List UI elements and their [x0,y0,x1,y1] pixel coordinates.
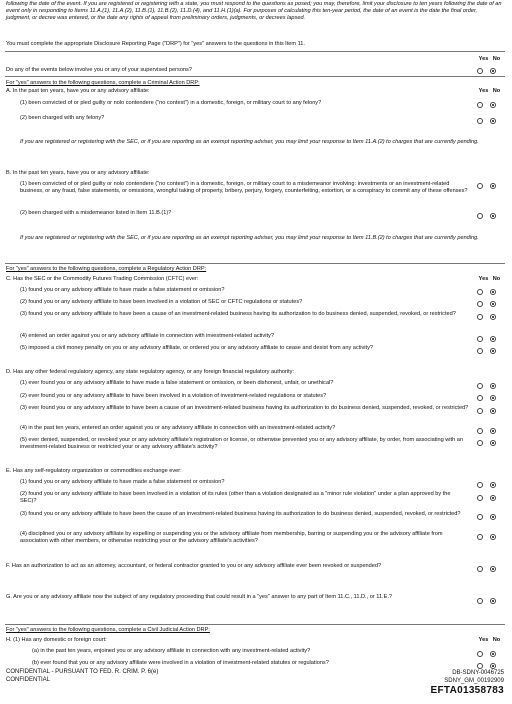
radio-c5[interactable] [475,347,499,354]
question-a-heading: A. In the past ten years, have you or any advisory affiliate: [6,88,150,94]
radio-h1b[interactable] [475,662,499,669]
main-question: Do any of the events below involve you or any of your supervised persons? [6,67,192,73]
yes-no-header: Yes No [478,637,501,643]
radio-d2[interactable] [475,394,499,401]
radio-c2[interactable] [475,300,499,307]
radio-h1a[interactable] [475,650,499,657]
intro-paragraph: following the date of the event. If you are registered or registering with a state, you must respond to the questions as posed; you may, therefore, limit your disclosure to ten years following the date of an event only in responding to Items 11.A.(1), 11.A.(2), 11.B.(1), 11.B.(2), 11.D.(4), and 11.H.(1)(a). For purposes of calculating this ten-year period, the date of an event is the date the final order, judgment, or decree was entered, or the date any rights of appeal from preliminary orders, judgments, or decrees lapsed. [6,1,502,21]
question-b-heading: B. In the past ten years, have you or any advisory affiliate: [6,170,150,176]
note-a: If you are registered or registering with the SEC, or if you are reporting as an exempt reporting adviser, you may limit your response to Item 11.A.(2) to charges that are currently pending. [20,139,479,145]
question-d4: (4) in the past ten years, entered an order against you or any advisory affiliate in connection with an investment-related activity? [20,425,336,431]
question-d-heading: D. Has any other federal regulatory agency, any state regulatory agency, or any foreign financial regulatory authority: [6,369,295,375]
question-d5: (5) ever denied, suspended, or revoked your or any advisory affiliate's registration or license, or otherwise prevented you or any advisory affiliate, by order, from associating with an investment-related business or restricted your or any advisory affiliate's activity? [20,437,463,450]
confidential-notice: CONFIDENTIAL - PURSUANT TO FED. R. CRIM. P. 6(e) [6,669,159,675]
question-c3: (3) found you or any advisory affiliate to have been a cause of an investment-related business having its authorization to do business denied, suspended, revoked, or restricted? [20,311,456,317]
criminal-drp-heading: For "yes" answers to the following questions, complete a Criminal Action DRP: [6,80,200,86]
radio-a1[interactable] [475,101,499,108]
radio-b2[interactable] [475,212,499,219]
question-h1a: (a) in the past ten years, enjoined you or any advisory affiliate in connection with any investment-related activity? [32,648,311,654]
yes-no-header: Yes No [478,56,501,62]
confidential-label: CONFIDENTIAL [6,677,51,683]
question-e3: (3) found you or any advisory affiliate to have been the cause of an investment-related business having its authorization to do business denied, suspended, revoked, or restricted? [20,511,461,517]
bates-sdny: SDNY_GM_00192909 [444,678,504,684]
question-d3: (3) ever found you or any advisory affiliate to have been a cause of an investment-related business having its authorization to do business denied, suspended, revoked, or restricted? [20,405,469,411]
bates-db: DB-SDNY-0046725 [452,670,504,676]
divider [5,263,505,264]
question-d1: (1) ever found you or any advisory affiliate to have made a false statement or omission, or been dishonest, unfair, or unethical? [20,380,334,386]
radio-main[interactable] [475,67,499,74]
radio-d1[interactable] [475,382,499,389]
radio-a2[interactable] [475,117,499,124]
question-h-heading: H. (1) Has any domestic or foreign court: [6,637,107,643]
question-c5: (5) imposed a civil money penalty on you or any advisory affiliate, or ordered you or any advisory affiliate to cease and desist from any activity? [20,345,373,351]
radio-e2[interactable] [475,494,499,501]
drp-instruction: You must complete the appropriate Disclosure Reporting Page ("DRP") for "yes" answers to the questions in this Item 11. [6,41,305,47]
civil-drp-heading: For "yes" answers to the following questions, complete a Civil Judicial Action DRP: [6,627,210,633]
radio-b1[interactable] [475,182,499,189]
question-g: G. Are you or any advisory affiliate now the subject of any regulatory proceeding that could result in a "yes" answer to any part of Item 11.C., 11.D., or 11.E.? [6,594,392,600]
question-d2: (2) ever found you or any advisory affiliate to have been involved in a violation of investment-related regulations or statutes? [20,393,327,399]
yes-no-header: Yes No [478,276,501,282]
note-b: If you are registered or registering with the SEC, or if you are reporting as an exempt reporting adviser, you may limit your response to Item 11.B.(2) to charges that are currently pending. [20,235,479,241]
question-f: F. Has an authorization to act as an attorney, accountant, or federal contractor granted to you or any advisory affiliate ever been revoked or suspended? [6,563,382,569]
question-c-heading: C. Has the SEC or the Commodity Futures Trading Commission (CFTC) ever: [6,276,199,282]
radio-f[interactable] [475,565,499,572]
radio-c3[interactable] [475,313,499,320]
question-a1: (1) been convicted of or pled guilty or nolo contendere ("no contest") in a domestic, foreign, or military court to any felony? [20,100,322,106]
radio-e1[interactable] [475,481,499,488]
regulatory-drp-heading: For "yes" answers to the following questions, complete a Regulatory Action DRP: [6,266,207,272]
divider [5,51,505,52]
efta-number: EFTA01358783 [430,685,504,696]
radio-e4[interactable] [475,533,499,540]
radio-c4[interactable] [475,335,499,342]
radio-d3[interactable] [475,407,499,414]
question-h1b: (b) ever found that you or any advisory affiliate were involved in a violation of investment-related statutes or regulations? [32,660,329,666]
question-a2: (2) been charged with any felony? [20,115,105,121]
radio-e3[interactable] [475,513,499,520]
question-e2: (2) found you or any advisory affiliate to have been involved in a violation of its rules (other than a violation designated as a "minor rule violation" under a plan approved by the SEC)? [20,491,451,504]
radio-c1[interactable] [475,288,499,295]
question-e1: (1) found you or any advisory affiliate to have made a false statement or omission? [20,479,225,485]
question-c1: (1) found you or any advisory affiliate to have made a false statement or omission? [20,287,225,293]
question-c4: (4) entered an order against you or any advisory affiliate in connection with investment-related activity? [20,333,274,339]
radio-g[interactable] [475,597,499,604]
question-c2: (2) found you or any advisory affiliate to have been involved in a violation of SEC or CFTC regulations or statutes? [20,299,303,305]
question-e-heading: E. Has any self-regulatory organization or commodities exchange ever: [6,468,182,474]
radio-d5[interactable] [475,439,499,446]
question-e4: (4) disciplined you or any advisory affiliate by expelling or suspending you or the advisory affiliate from membership, barring or suspending you or the advisory affiliate from association with other members, or otherwise restricting your or the advisory affiliate's activities? [20,531,443,544]
yes-no-header: Yes No [478,88,501,94]
divider [5,76,505,77]
question-b1: (1) been convicted of or pled guilty or nolo contendere ("no contest") in a domestic, foreign, or military court to a misdemeanor involving: investments or an investment-related business, or any fraud, false statements, or omissions, wrongful taking of property, bribery, perjury, forgery, counterfeiting, extortion, or a conspiracy to commit any of these offenses? [20,181,468,194]
divider [5,624,505,625]
question-b2: (2) been charged with a misdemeanor listed in Item 11.B.(1)? [20,210,172,216]
radio-d4[interactable] [475,427,499,434]
